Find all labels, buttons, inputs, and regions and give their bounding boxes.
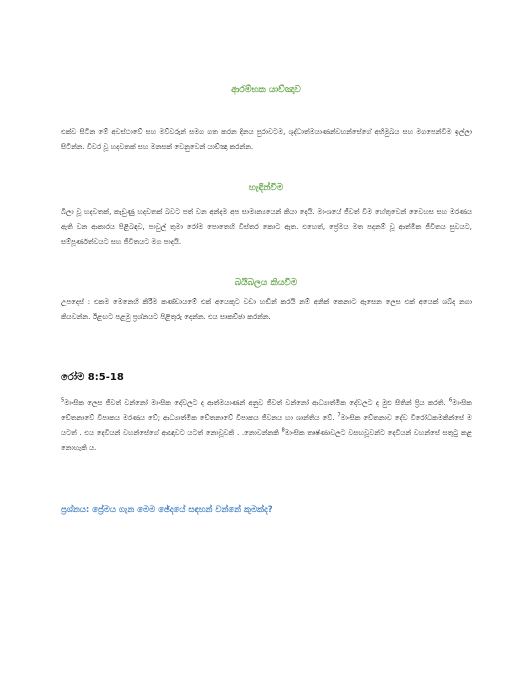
verse-number: 5 <box>61 397 65 404</box>
discussion-question: ප්‍රශ්නය: ප්‍රේමය ගැන මෙම ඡේදයේ සඳහන් වන්නේ කුමක්ද? <box>61 505 273 515</box>
verse-text <box>61 396 472 456</box>
opening-prayer-text: එක්ව සිටින මේ අවස්ථාවේ සහ මව්වරුන් සමග ගත කරන දිනය පුරාවටම, ශුද්ධාත්මයාණන්වහන්සේගේ අභිමුඛය සහ මගපෙන්වීම ඉල්ලා සිටින්න. විවර වූ හදවතක් සහ මනසක් වෙනුවෙන් යාච්ඤා කරන්න. <box>61 128 472 151</box>
verse-reference: රෝම 8:5-18 <box>61 372 124 383</box>
bible-reading-instructions: උපදෙස් : එකම මෙනෙහි කිරීම කණ්ඩායමේ එක් අයෙකුට වඩා හඬින් කරයි නම් අනික් කෙනාට ඇසෙන ලෙස එක් අයෙක් ශබ්ද නගා කියවන්න. ඊළඟට පළමු ප්‍රශ්නයට පිළිතුරු දෙන්න. එය සාකච්ඡා කරන්න. <box>61 298 472 321</box>
verse-line: මාංසික චේතනාව දේව විරෝධකමකින්සේ ම යටත් . එය දෙවියන් වහන්සේගේ ආඥාවට යටත් නොවූවකි . .නොවන්නකි <box>61 414 472 437</box>
verse-number: 8 <box>281 427 285 434</box>
section-heading-introduction: හැඳින්වීම <box>248 183 284 193</box>
section-heading-opening-prayer: ආරම්භක යාච්ඤාව <box>231 85 301 95</box>
verse-line: මාංසික තෘෂ්ණාවලට වසඟවූවන්ට දෙවියන් වහන්සේ සතුටු කළ නොහැකි ය. <box>61 429 472 452</box>
verse-number: 7 <box>337 412 341 419</box>
section-heading-bible-reading: බයිබලය කියවීම <box>234 278 298 288</box>
verse-line: මාංසික චේතනාවේ විපාකය මරණය වේ; ආධ්‍යාත්මික චේතනාවේ විපාකය ජීවනය හා ශාන්තිය වේ. <box>61 399 472 422</box>
introduction-text: බිලා වූ හදවතක්, කැඩුණු හදවතක් බවට පත් වන අන්දම අප සාමාන්‍යයෙන් කියා දෙයි. මාංශයේ ජීවත් වීම හේතුවෙන් වෛහස සහ මරණය ඇති වන ආකාරය පිළිබඳව, පාවුල් තුමා රෝම පොතෙහි විස්තර කොට ඇත. එහෙත්, ප්‍රේමය මත පදනම් වූ ආත්මික ජීවිතය සුවයට, සම්පූර්ණත්වයට සහ ජීවිතයට මග පාදයි. <box>61 208 472 246</box>
verse-number: 6 <box>448 397 453 404</box>
verse-line: මාංසික ලෙස ජීවත් වන්නෝ මාංසික දේවලට ද ආත්මයාණන් අනුව ජීවත් වන්නෝ ආධ්‍යාත්මික දේවලට ද මුළු සිතින් ප්‍රිය කරති. <box>64 399 446 407</box>
